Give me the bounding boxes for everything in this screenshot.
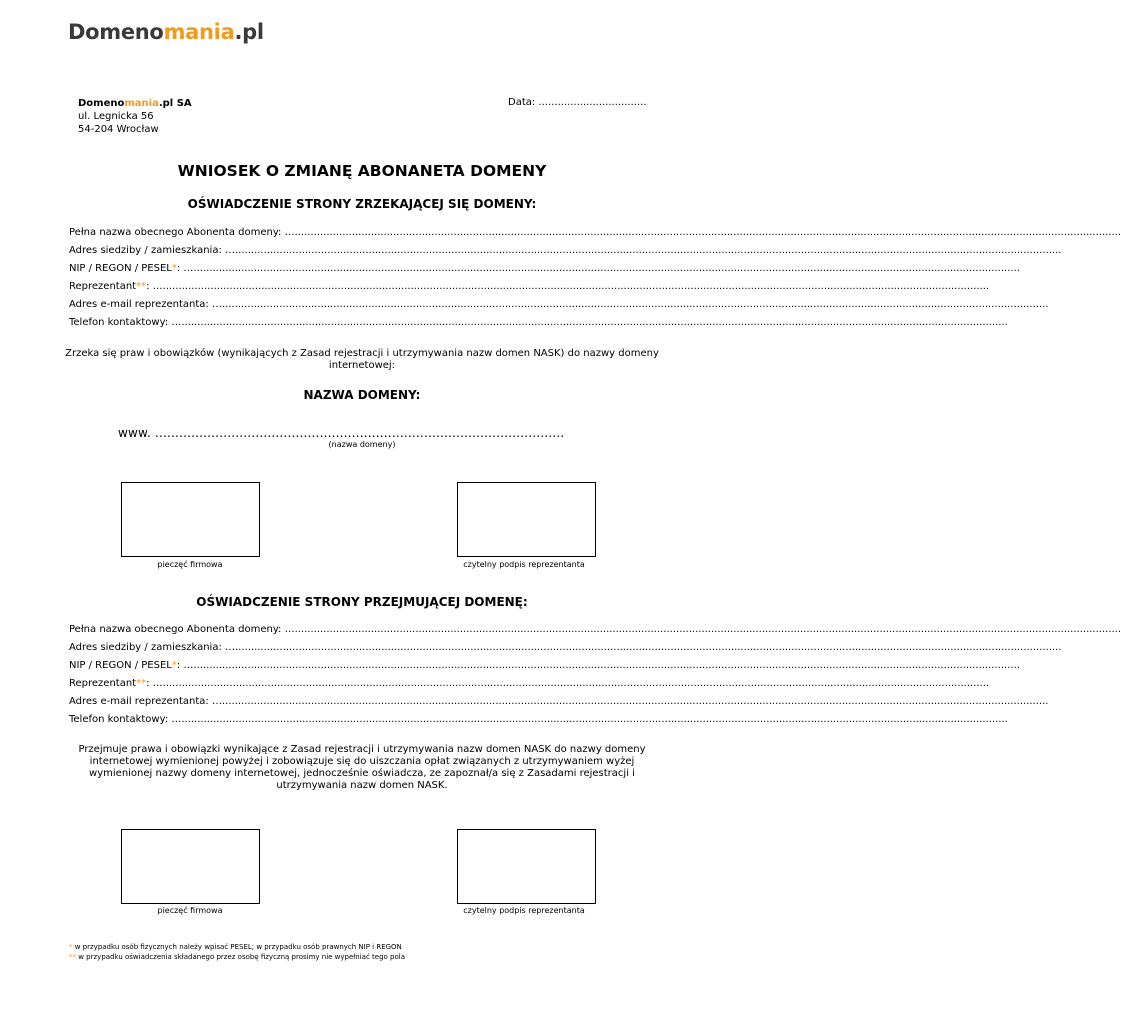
company-name: Domenomania.pl SA — [78, 98, 192, 109]
field-label: Pełna nazwa obecnego Abonenta domeny: — [69, 227, 282, 238]
field-dotted-line[interactable]: ….................................................................................................................................................................................................................................................................... — [180, 660, 1020, 671]
field-star: ** — [136, 678, 147, 689]
field-label: Adres e-mail reprezentanta: — [69, 696, 209, 707]
field-label: Adres e-mail reprezentanta: — [69, 299, 209, 310]
domain-caption: (nazwa domeny) — [328, 440, 396, 449]
field-suffix: : — [176, 660, 181, 671]
field-label: NIP / REGON / PESEL — [69, 660, 172, 671]
section2-field-row[interactable] — [69, 713, 1008, 727]
company-street: ul. Legnicka 56 — [78, 111, 154, 122]
field-label: Pełna nazwa obecnego Abonenta domeny: — [69, 624, 282, 635]
section1-statement: Zrzeka się praw i obowiązków (wynikających z Zasad rejestracji i utrzymywania nazw domen NASK) do nazwy domeny internetowej: — [65, 348, 659, 371]
section1-field-row[interactable] — [69, 226, 1121, 240]
signature-box — [457, 482, 596, 557]
section1-field-row[interactable] — [69, 298, 1049, 312]
domain-heading: NAZWA DOMENY: — [303, 388, 421, 402]
field-star: * — [171, 263, 177, 274]
section1-field-row[interactable] — [69, 316, 1008, 330]
company-address — [78, 97, 192, 136]
field-label: NIP / REGON / PESEL — [69, 263, 172, 274]
form-title: WNIOSEK O ZMIANĘ ABONANETA DOMENY — [177, 162, 547, 180]
stamp-caption: pieczęć firmowa — [157, 560, 223, 569]
field-suffix: : — [146, 281, 150, 292]
field-suffix: : — [176, 263, 181, 274]
field-label: Telefon kontaktowy: — [69, 714, 169, 725]
field-label: Adres siedziby / zamieszkania: — [69, 245, 222, 256]
domain-name-field[interactable]: www. ...................................................................................................... — [118, 426, 565, 440]
date-field[interactable]: Data: .................................. — [508, 97, 647, 108]
section2-field-row[interactable] — [69, 659, 1020, 673]
signature-caption-2: czytelny podpis reprezentanta — [463, 906, 585, 915]
stamp-box-2 — [121, 829, 260, 904]
footnote-1: * w przypadku osób fizycznych należy wpisać PESEL; w przypadku osób prawnych NIP i REGON — [69, 943, 402, 951]
footnote-2: ** w przypadku oświadczenia składanego przez osobę fizyczną prosimy nie wypełniać tego pola — [69, 953, 405, 961]
field-star: ** — [136, 281, 147, 292]
signature-box-2 — [457, 829, 596, 904]
field-dotted-line[interactable]: ….................................................................................................................................................................................................................................................................... — [180, 263, 1020, 274]
field-label: Reprezentant — [69, 281, 137, 292]
section1-field-row[interactable] — [69, 280, 990, 294]
logo: Domenomania.pl — [68, 20, 264, 44]
field-suffix: : — [146, 678, 150, 689]
field-dotted-line[interactable]: ….................................................................................................................................................................................................................................................................... — [168, 714, 1008, 725]
field-dotted-line[interactable]: ….................................................................................................................................................................................................................................................................... — [221, 245, 1062, 256]
section2-field-row[interactable] — [69, 641, 1062, 655]
field-dotted-line[interactable]: ….................................................................................................................................................................................................................................................................... — [168, 317, 1008, 328]
section2-field-row[interactable] — [69, 677, 990, 691]
company-city: 54-204 Wrocław — [78, 124, 159, 135]
field-dotted-line[interactable]: ….................................................................................................................................................................................................................................................................... — [208, 696, 1049, 707]
section2-heading: OŚWIADCZENIE STRONY PRZEJMUJĄCEJ DOMENĘ: — [196, 595, 528, 609]
section1-heading: OŚWIADCZENIE STRONY ZRZEKAJĄCEJ SIĘ DOMENY: — [187, 197, 537, 211]
field-label: Adres siedziby / zamieszkania: — [69, 642, 222, 653]
section1-field-row[interactable] — [69, 262, 1020, 276]
field-label: Telefon kontaktowy: — [69, 317, 169, 328]
signature-caption: czytelny podpis reprezentanta — [463, 560, 585, 569]
stamp-box — [121, 482, 260, 557]
stamp-caption-2: pieczęć firmowa — [157, 906, 223, 915]
field-star: * — [171, 660, 177, 671]
section2-field-row[interactable] — [69, 623, 1121, 637]
field-dotted-line[interactable]: ….................................................................................................................................................................................................................................................................... — [149, 678, 990, 689]
field-dotted-line[interactable]: ….................................................................................................................................................................................................................................................................... — [281, 227, 1121, 238]
field-dotted-line[interactable]: ….................................................................................................................................................................................................................................................................... — [281, 624, 1121, 635]
section1-field-row[interactable] — [69, 244, 1062, 258]
field-dotted-line[interactable]: ….................................................................................................................................................................................................................................................................... — [208, 299, 1049, 310]
section2-statement: Przejmuje prawa i obowiązki wynikające z Zasad rejestracji i utrzymywania nazw domen NASK do nazwy domeny internetowej wymienionej powyżej i zobowiązuje się do uiszczania opłat związanych z utrzymywaniem wyżej wymienionej nazwy domeny internetowej, jednocześnie oświadcza, ze zapoznał/a się z Zasadami rejestracji i utrzymywania nazw domen NASK. — [78, 744, 646, 791]
field-label: Reprezentant — [69, 678, 137, 689]
section2-field-row[interactable] — [69, 695, 1049, 709]
field-dotted-line[interactable]: ….................................................................................................................................................................................................................................................................... — [149, 281, 990, 292]
field-dotted-line[interactable]: ….................................................................................................................................................................................................................................................................... — [221, 642, 1062, 653]
